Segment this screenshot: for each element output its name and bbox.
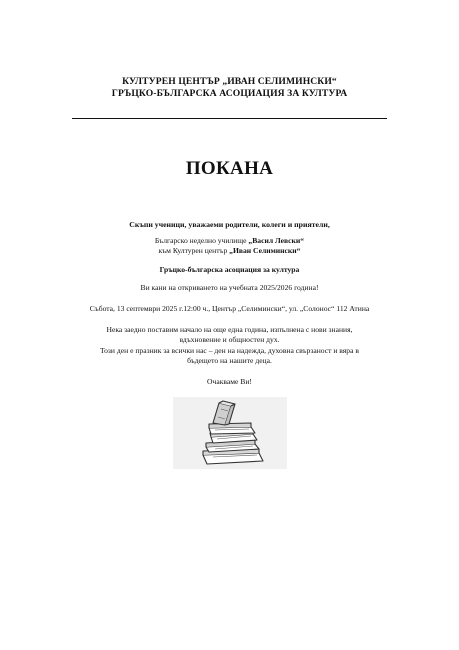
paragraph-line-3: Този ден е празник за всички нас – ден на надежда, духовна свързаност и вяра в: [100, 346, 359, 355]
school-name: „Васил Левски“: [248, 236, 305, 245]
center-name: „Иван Селимински“: [229, 246, 301, 255]
paragraph-line-4: бъдещето на нашите деца.: [187, 356, 272, 365]
closing-line: Очакваме Ви!: [207, 377, 252, 386]
center-line: [0, 246, 459, 255]
header-divider: [72, 118, 387, 119]
stack-of-books-icon: [173, 397, 287, 469]
school-prefix: Българско неделно училище: [154, 236, 249, 245]
date-location-line: Събота, 13 септември 2025 г.12:00 ч., Център „Селимински“, ул. „Солонос“ 112 Атина: [89, 304, 370, 313]
association-line: Гръцко-българска асоциация за култура: [159, 265, 300, 274]
paragraph-line-2: вдъхновение и общностен дух.: [179, 335, 280, 344]
header-line-1: КУЛТУРЕН ЦЕНТЪР „ИВАН СЕЛИМИНСКИ“: [122, 76, 337, 87]
invite-line: Ви кани на откриването на учебната 2025/2026 година!: [140, 283, 319, 292]
header-line-2: ГРЪЦКО-БЪЛГАРСКА АСОЦИАЦИЯ ЗА КУЛТУРА: [111, 88, 348, 99]
page-title: ПОКАНА: [185, 158, 274, 179]
school-line: [0, 236, 459, 245]
greeting: Скъпи ученици, уважаеми родители, колеги и приятели,: [129, 220, 330, 229]
center-prefix: към Културен център: [158, 246, 230, 255]
paragraph-line-1: Нека заедно поставим начало на още една година, изпълнена с нови знания,: [106, 325, 353, 334]
